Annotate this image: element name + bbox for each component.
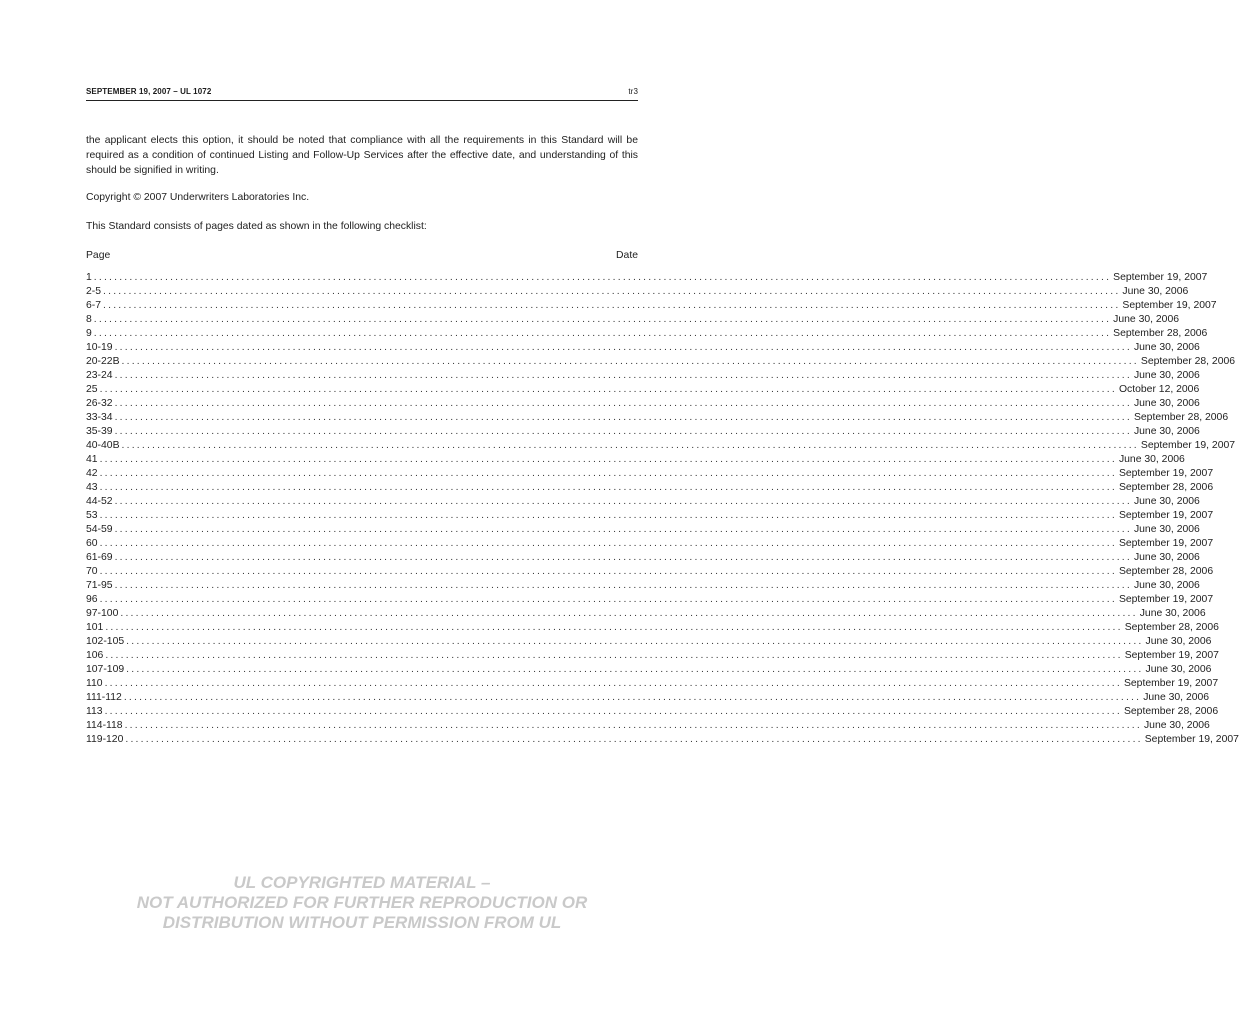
- checklist-row: [86, 663, 1212, 677]
- dot-leader: ........................................................................................................................................................................................................: [114, 370, 1132, 381]
- checklist-page: 9: [86, 328, 92, 339]
- checklist-intro: This Standard consists of pages dated as shown in the following checklist:: [86, 221, 427, 232]
- checklist-row: [86, 691, 1210, 705]
- checklist-page: 35-39: [86, 426, 113, 437]
- dot-leader: ........................................................................................................................................................................................................: [99, 510, 1117, 521]
- checklist-page: 71-95: [86, 580, 113, 591]
- checklist-row: [86, 341, 1200, 355]
- checklist-row: [86, 397, 1200, 411]
- checklist-page: 113: [86, 706, 103, 717]
- checklist-page: 111-112: [86, 692, 122, 703]
- checklist-page: 23-24: [86, 370, 113, 381]
- checklist-row: [86, 467, 1214, 481]
- checklist-date: September 19, 2007: [1118, 468, 1214, 479]
- dot-leader: ........................................................................................................................................................................................................: [93, 314, 1112, 325]
- dot-leader: ........................................................................................................................................................................................................: [99, 594, 1117, 605]
- checklist-row: [86, 635, 1212, 649]
- checklist-date: September 19, 2007: [1144, 734, 1239, 745]
- checklist-page: 33-34: [86, 412, 113, 423]
- checklist-date: September 28, 2006: [1124, 622, 1219, 633]
- checklist-row: [86, 369, 1200, 383]
- checklist-row: [86, 677, 1219, 691]
- dot-leader: ........................................................................................................................................................................................................: [99, 482, 1117, 493]
- checklist-page: 102-105: [86, 636, 125, 647]
- checklist-row: [86, 509, 1214, 523]
- checklist-date: September 19, 2007: [1118, 594, 1214, 605]
- checklist-row: [86, 355, 1236, 369]
- checklist-date: September 19, 2007: [1118, 538, 1214, 549]
- checklist-date: June 30, 2006: [1145, 664, 1212, 675]
- watermark-line-1: UL COPYRIGHTED MATERIAL –: [233, 873, 491, 892]
- header-page-number: tr3: [628, 87, 638, 96]
- dot-leader: ........................................................................................................................................................................................................: [99, 538, 1117, 549]
- checklist-row: [86, 621, 1219, 635]
- dot-leader: ........................................................................................................................................................................................................: [121, 440, 1139, 451]
- checklist-date: September 28, 2006: [1140, 356, 1236, 367]
- dot-leader: ........................................................................................................................................................................................................: [114, 426, 1132, 437]
- checklist-row: [86, 537, 1214, 551]
- checklist-row: [86, 607, 1206, 621]
- checklist-row: [86, 719, 1210, 733]
- dot-leader: ........................................................................................................................................................................................................: [114, 580, 1132, 591]
- dot-leader: ........................................................................................................................................................................................................: [99, 468, 1117, 479]
- dot-leader: ........................................................................................................................................................................................................: [114, 412, 1132, 423]
- checklist-row: [86, 565, 1214, 579]
- checklist-row: [86, 383, 1200, 397]
- checklist-row: [86, 439, 1236, 453]
- dot-leader: ........................................................................................................................................................................................................: [124, 720, 1142, 731]
- checklist-date: June 30, 2006: [1133, 342, 1200, 353]
- dot-leader: ........................................................................................................................................................................................................: [126, 664, 1144, 675]
- checklist-page: 54-59: [86, 524, 113, 535]
- checklist-date: June 30, 2006: [1118, 454, 1185, 465]
- checklist-page: 97-100: [86, 608, 119, 619]
- checklist-page: 44-52: [86, 496, 113, 507]
- checklist-page: 70: [86, 566, 98, 577]
- checklist-page: 43: [86, 482, 98, 493]
- checklist-page: 40-40B: [86, 440, 120, 451]
- checklist-page: 10-19: [86, 342, 113, 353]
- dot-leader: ........................................................................................................................................................................................................: [104, 706, 1122, 717]
- page-date-checklist: [86, 271, 1239, 747]
- dot-leader: ........................................................................................................................................................................................................: [114, 496, 1132, 507]
- checklist-page: 42: [86, 468, 98, 479]
- dot-leader: ........................................................................................................................................................................................................: [103, 286, 1121, 297]
- checklist-row: [86, 593, 1214, 607]
- checklist-row: [86, 579, 1200, 593]
- checklist-date: September 19, 2007: [1123, 678, 1219, 689]
- dot-leader: ........................................................................................................................................................................................................: [104, 678, 1122, 689]
- dot-leader: ........................................................................................................................................................................................................: [99, 384, 1117, 395]
- dot-leader: ........................................................................................................................................................................................................: [125, 734, 1143, 745]
- checklist-date: October 12, 2006: [1118, 384, 1200, 395]
- checklist-date: June 30, 2006: [1145, 636, 1212, 647]
- watermark-line-2: NOT AUTHORIZED FOR FURTHER REPRODUCTION OR: [136, 893, 588, 912]
- dot-leader: ........................................................................................................................................................................................................: [105, 622, 1123, 633]
- checklist-row: [86, 453, 1185, 467]
- checklist-page: 6-7: [86, 300, 102, 311]
- body-paragraph: the applicant elects this option, it should be noted that compliance with all the requirements in this Standard will be required as a condition of continued Listing and Follow-Up Services after the effective date, and understanding of this should be signified in writing.: [86, 135, 638, 176]
- checklist-page: 114-118: [86, 720, 123, 731]
- checklist-date: June 30, 2006: [1143, 720, 1210, 731]
- date-column-header: Date: [616, 250, 638, 261]
- checklist-page: 61-69: [86, 552, 113, 563]
- checklist-row: [86, 481, 1214, 495]
- header-title: SEPTEMBER 19, 2007 – UL 1072: [86, 87, 212, 96]
- checklist-date: June 30, 2006: [1133, 580, 1200, 591]
- dot-leader: ........................................................................................................................................................................................................: [121, 356, 1139, 367]
- dot-leader: ........................................................................................................................................................................................................: [120, 608, 1138, 619]
- checklist-page: 106: [86, 650, 104, 661]
- checklist-row: [86, 313, 1180, 327]
- checklist-date: September 19, 2007: [1124, 650, 1219, 661]
- checklist-date: September 28, 2006: [1118, 566, 1214, 577]
- copyright-notice: Copyright © 2007 Underwriters Laboratories Inc.: [86, 192, 310, 203]
- watermark-line-3: DISTRIBUTION WITHOUT PERMISSION FROM UL: [162, 913, 562, 932]
- dot-leader: ........................................................................................................................................................................................................: [123, 692, 1142, 703]
- checklist-page: 8: [86, 314, 92, 325]
- checklist-row: [86, 299, 1217, 313]
- checklist-date: June 30, 2006: [1133, 552, 1200, 563]
- checklist-page: 25: [86, 384, 98, 395]
- checklist-date: September 19, 2007: [1113, 272, 1208, 283]
- checklist-page: 110: [86, 678, 103, 689]
- checklist-date: September 28, 2006: [1123, 706, 1219, 717]
- checklist-date: June 30, 2006: [1133, 524, 1200, 535]
- checklist-date: September 19, 2007: [1140, 440, 1236, 451]
- checklist-date: June 30, 2006: [1133, 426, 1200, 437]
- page-column-header: Page: [86, 250, 111, 261]
- checklist-date: June 30, 2006: [1133, 370, 1200, 381]
- dot-leader: ........................................................................................................................................................................................................: [114, 552, 1132, 563]
- checklist-date: June 30, 2006: [1113, 314, 1180, 325]
- checklist-row: [86, 523, 1200, 537]
- copyright-watermark: [0, 873, 724, 933]
- checklist-date: June 30, 2006: [1143, 692, 1210, 703]
- dot-leader: ........................................................................................................................................................................................................: [93, 272, 1112, 283]
- dot-leader: ........................................................................................................................................................................................................: [99, 454, 1117, 465]
- checklist-column-headers: [86, 249, 638, 263]
- checklist-row: [86, 705, 1219, 719]
- checklist-page: 60: [86, 538, 98, 549]
- checklist-page: 96: [86, 594, 98, 605]
- dot-leader: ........................................................................................................................................................................................................: [99, 566, 1117, 577]
- dot-leader: ........................................................................................................................................................................................................: [114, 398, 1132, 409]
- checklist-row: [86, 271, 1208, 285]
- checklist-row: [86, 649, 1219, 663]
- checklist-date: September 19, 2007: [1122, 300, 1217, 311]
- dot-leader: ........................................................................................................................................................................................................: [105, 650, 1123, 661]
- checklist-page: 107-109: [86, 664, 125, 675]
- checklist-page: 20-22B: [86, 356, 120, 367]
- checklist-row: [86, 551, 1200, 565]
- checklist-row: [86, 327, 1208, 341]
- checklist-page: 2-5: [86, 286, 102, 297]
- checklist-date: September 28, 2006: [1113, 328, 1208, 339]
- checklist-page: 53: [86, 510, 98, 521]
- checklist-row: [86, 425, 1200, 439]
- checklist-page: 101: [86, 622, 104, 633]
- dot-leader: ........................................................................................................................................................................................................: [114, 524, 1132, 535]
- dot-leader: ........................................................................................................................................................................................................: [93, 328, 1112, 339]
- dot-leader: ........................................................................................................................................................................................................: [114, 342, 1132, 353]
- dot-leader: ........................................................................................................................................................................................................: [126, 636, 1144, 647]
- checklist-page: 119-120: [86, 734, 124, 745]
- checklist-page: 41: [86, 454, 98, 465]
- dot-leader: ........................................................................................................................................................................................................: [103, 300, 1121, 311]
- checklist-date: September 19, 2007: [1118, 510, 1214, 521]
- checklist-row: [86, 733, 1239, 747]
- checklist-date: June 30, 2006: [1133, 496, 1200, 507]
- checklist-date: June 30, 2006: [1133, 398, 1200, 409]
- checklist-row: [86, 285, 1189, 299]
- checklist-page: 26-32: [86, 398, 113, 409]
- checklist-row: [86, 495, 1200, 509]
- checklist-page: 1: [86, 272, 92, 283]
- checklist-date: September 28, 2006: [1133, 412, 1229, 423]
- checklist-date: September 28, 2006: [1118, 482, 1214, 493]
- checklist-date: June 30, 2006: [1139, 608, 1206, 619]
- checklist-date: June 30, 2006: [1122, 286, 1189, 297]
- checklist-row: [86, 411, 1229, 425]
- running-header: [86, 84, 638, 101]
